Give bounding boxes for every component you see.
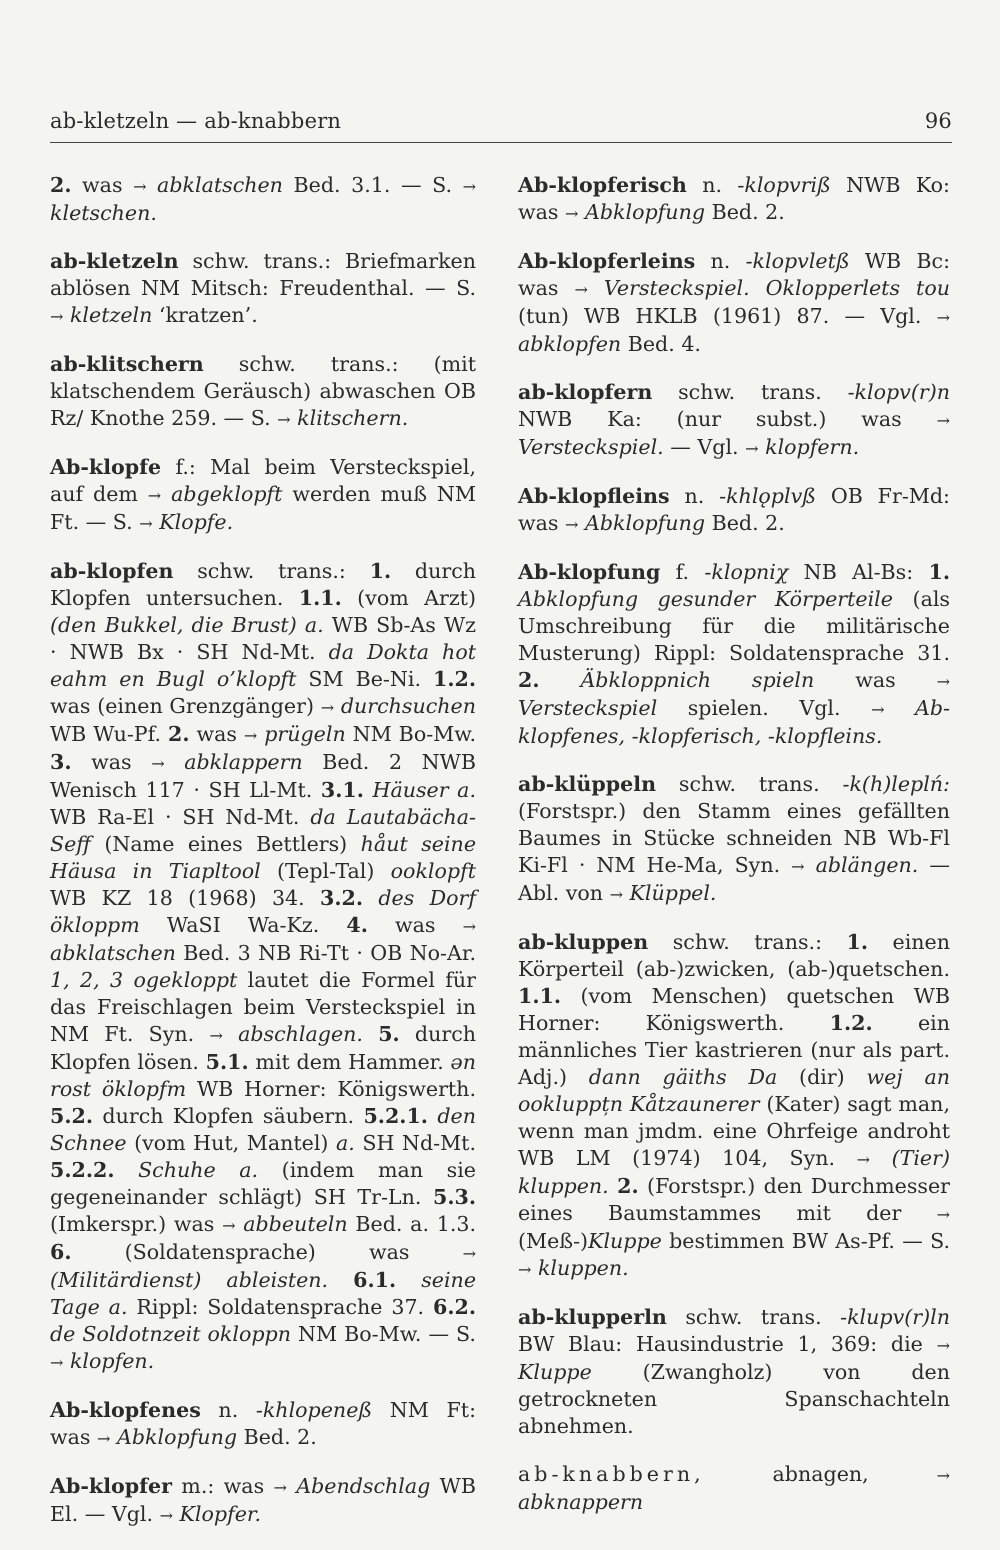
entry-run: (Tepl-Tal) (260, 859, 391, 883)
italic-run: Klopfe. (152, 510, 234, 534)
sense-number: 1. (369, 559, 392, 583)
cross-reference-arrow: → (97, 1429, 111, 1448)
entry-run (363, 886, 378, 910)
italic-run: (Tier) kluppen. (518, 1146, 950, 1198)
italic-run: abschlagen. (222, 1022, 363, 1046)
italic-run: -khlǫplvß (719, 484, 816, 508)
entry-run: n. (200, 1398, 256, 1422)
page-number: 96 (924, 109, 952, 133)
italic-run: wej an ookluppțn Kåtzaunerer (518, 1065, 950, 1116)
entry-run: schw. trans. (652, 380, 848, 404)
sense-number: 1. (846, 930, 869, 954)
entry-run: (als Umschreibung für die militärische Musterung) Rippl: Soldatensprache 31. (518, 587, 951, 665)
sense-number: 1.1. (298, 586, 342, 610)
cross-reference-arrow: → (462, 177, 476, 196)
italic-run: abbeuteln (235, 1212, 348, 1236)
entry-headword: Ab-klopfe (50, 455, 162, 479)
cross-reference-arrow: → (273, 1478, 287, 1497)
cross-reference-arrow: → (936, 411, 950, 430)
entry-run: Bed. 2. (705, 200, 785, 224)
entry-headword: ab-klupperln (518, 1305, 667, 1329)
italic-run: -k(h)leplń: (842, 772, 950, 796)
italic-run: -khlopeneß (255, 1398, 373, 1422)
running-header (50, 106, 952, 143)
entry-text (518, 483, 950, 538)
entry-run: (dir) (777, 1065, 867, 1089)
cross-reference-arrow: → (745, 439, 759, 458)
italic-run: Versteckspiel (518, 696, 658, 720)
sense-number: 5.2.1. (363, 1104, 428, 1128)
italic-run: Abklopfung (110, 1425, 238, 1449)
entry-run: (Meß-) (518, 1229, 589, 1253)
entry-run: WB Ra-El · SH Nd-Mt. (50, 805, 311, 829)
dictionary-entry (518, 483, 950, 538)
italic-run: klopfern. (758, 435, 860, 459)
italic-run: Klopfer. (173, 1502, 262, 1526)
entry-run (115, 1158, 139, 1182)
entry-run: NM Ft: was (50, 1398, 477, 1449)
cross-reference-arrow: → (791, 857, 805, 876)
italic-run: Versteckspiel. Oklopperlets tou (587, 276, 950, 300)
entry-text (50, 1473, 476, 1529)
sense-number: 3.2. (320, 886, 364, 910)
entry-run: — Abl. von (518, 853, 950, 905)
italic-run: Abklopfung gesunder Körperteile (518, 587, 893, 611)
italic-run: 1, 2, 3 ogekloppt (50, 968, 238, 992)
sense-number: 5.2.2. (50, 1158, 115, 1182)
cross-reference-arrow: → (50, 1353, 64, 1372)
entry-headword: Ab-klopfung (518, 560, 661, 584)
entry-run: m.: was (171, 1474, 274, 1498)
cross-reference-arrow: → (936, 308, 950, 327)
left-column (50, 172, 476, 1550)
entry-run: werden muß NM Ft. — S. (50, 482, 476, 534)
sense-number: 3. (50, 750, 72, 774)
entry-run: (indem man sie gegeneinander schlägt) SH Tr-Ln. (50, 1158, 476, 1209)
entry-run (428, 1104, 437, 1128)
entry-run: mit dem Hammer. (248, 1050, 451, 1074)
sense-number: 5. (378, 1022, 400, 1046)
italic-run: ooklopft (390, 859, 476, 883)
italic-run: Abendschlag (286, 1474, 431, 1498)
italic-run: kletzeln (63, 303, 153, 327)
italic-run: Äbkloppnich spieln (580, 668, 815, 692)
entry-run: abnagen, (704, 1462, 937, 1486)
italic-run: kletschen. (50, 201, 157, 225)
italic-run: des Dorf ökloppm (50, 886, 476, 937)
sense-number: 6.2. (433, 1295, 476, 1319)
entry-run: n. (686, 173, 738, 197)
entry-run (609, 1174, 617, 1198)
sense-number: 5.2. (50, 1104, 93, 1128)
entry-run: f.: Mal beim Versteckspiel, auf dem (50, 455, 476, 506)
cross-reference-arrow: → (159, 1506, 173, 1525)
entry-run: NB Al-Bs: (788, 560, 929, 584)
cross-reference-arrow: → (462, 917, 476, 936)
cross-reference-arrow: → (936, 1466, 950, 1485)
entry-headword: Ab-klopfer (50, 1474, 172, 1498)
dictionary-entry (50, 1397, 476, 1452)
entry-run: (vom Arzt) (341, 586, 476, 610)
entry-run: durch Klopfen lösen. (50, 1022, 476, 1074)
italic-run: prügeln (257, 722, 346, 746)
entry-text (50, 1397, 476, 1452)
cross-reference-arrow: → (565, 515, 579, 534)
italic-run: Abklopfung (578, 200, 706, 224)
entry-run (540, 668, 581, 692)
sense-number: 6.1. (353, 1268, 397, 1292)
entry-run: (Zwangholz) von den getrockneten Spanschachteln abnehmen. (518, 1360, 950, 1438)
entry-run: lautet die Formel für das Freischlagen beim Versteckspiel in NM Ft. Syn. (50, 968, 476, 1046)
cross-reference-arrow: → (565, 204, 579, 223)
entry-run: was (71, 750, 152, 774)
entry-run: NM Bo-Mw. — S. (291, 1322, 476, 1346)
entry-run: WB Wu-Pf. (50, 722, 169, 746)
italic-run: klopfen. (63, 1349, 155, 1373)
italic-run: klitschern. (290, 406, 409, 430)
entry-run: durch Klopfen untersuchen. (50, 559, 476, 610)
entry-run: was (814, 668, 937, 692)
italic-run: da Dokta hot eahm en Bugl o’klopft (50, 640, 476, 691)
entry-run: SM Be-Ni. (296, 667, 433, 691)
entry-run: schw. trans.: (648, 930, 847, 954)
italic-run: ablängen. (804, 853, 919, 877)
entry-headword: ab-klitschern (50, 352, 204, 376)
entry-headword-spaced: ab-knabbern, (518, 1462, 705, 1486)
dictionary-entry (50, 558, 476, 1376)
italic-run: seine Tage a. (50, 1268, 477, 1319)
sense-number: 3.1. (320, 778, 364, 802)
italic-run: Kluppe (518, 1360, 592, 1384)
entry-run: Bed. 2. (705, 511, 785, 535)
entry-text (50, 454, 476, 537)
sense-number: 2. (518, 668, 540, 692)
entry-text (518, 1461, 950, 1516)
cross-reference-arrow: → (209, 1026, 223, 1045)
dictionary-entry (518, 929, 950, 1283)
entry-run: einen Körperteil (ab-)zwicken, (ab-)quetschen. (518, 930, 950, 981)
running-head-title: ab-kletzeln — ab-knabbern (50, 109, 342, 133)
cross-reference-arrow: → (277, 410, 291, 429)
entry-headword: ab-kletzeln (50, 249, 179, 273)
italic-run: de Soldotnzeit okloppn (50, 1322, 291, 1346)
entry-headword: Ab-klopfenes (50, 1398, 201, 1422)
entry-run: (vom Menschen) quetschen WB Horner: Königswerth. (518, 984, 950, 1035)
entry-headword: ab-kluppen (518, 930, 649, 954)
entry-run: (Forstspr.) den Durchmesser eines Baumstammes mit der (518, 1174, 950, 1225)
italic-run: Kluppe (588, 1229, 662, 1253)
italic-run: den Schnee (50, 1104, 477, 1155)
entry-run: was (einen Grenzgänger) (50, 694, 321, 718)
italic-run: (den Bukkel, die Brust) a. (50, 613, 324, 637)
entry-run: OB Fr-Md: was (518, 484, 950, 535)
dictionary-entry (50, 172, 476, 227)
entry-run: NWB Ko: was (518, 173, 950, 224)
entry-text (518, 1304, 950, 1440)
italic-run: Klüppel. (622, 881, 717, 905)
entry-text (518, 379, 950, 462)
italic-run: abklatschen (50, 941, 176, 965)
entry-run (363, 1022, 378, 1046)
sense-number: 1.2. (433, 667, 476, 691)
cross-reference-arrow: → (139, 514, 153, 533)
italic-run: Häuser a. (372, 778, 476, 802)
sense-number: 1. (928, 560, 950, 584)
entry-run: ‘kratzen’. (152, 303, 258, 327)
italic-run: håut seine Häusa in Tiapltool (50, 832, 477, 883)
cross-reference-arrow: → (936, 1336, 950, 1355)
entry-text (518, 771, 950, 908)
entry-run: — Vgl. (663, 435, 746, 459)
italic-run: abklopfen (518, 332, 622, 356)
entry-text (50, 248, 476, 330)
entry-headword: Ab-klopferisch (518, 173, 687, 197)
entry-run: Bed. 3.1. — S. (282, 173, 463, 197)
dictionary-entry (50, 351, 476, 433)
entry-run: ein männliches Tier kastrieren (nur als part. Adj.) (518, 1011, 950, 1089)
cross-reference-arrow: → (609, 885, 623, 904)
sense-number: 5.3. (433, 1185, 476, 1209)
italic-run: -klopvletß (745, 249, 850, 273)
entry-run: WaSI Wa-Kz. (139, 913, 347, 937)
entry-run: f. (660, 560, 705, 584)
entry-run: n. (669, 484, 720, 508)
entry-run: BW Blau: Hausindustrie 1, 369: die (518, 1332, 937, 1356)
entry-run: (tun) WB HKLB (1961) 87. — Vgl. (518, 304, 937, 328)
sense-number: 1.1. (518, 984, 561, 1008)
entry-run: Bed. 4. (621, 332, 701, 356)
sense-number: 5.1. (205, 1050, 249, 1074)
entry-run: schw. trans.: (mit klatschendem Geräusch) abwaschen OB Rz/ Knothe 259. — S. (50, 352, 476, 430)
italic-run: -klopvriß (737, 173, 831, 197)
italic-run: abknappern (518, 1490, 644, 1514)
dictionary-entry (518, 771, 950, 908)
cross-reference-arrow: → (133, 177, 147, 196)
entry-run: was (71, 173, 134, 197)
sense-number: 2. (50, 173, 72, 197)
cross-reference-arrow: → (518, 1260, 532, 1279)
entry-run: schw. trans. (656, 772, 843, 796)
entry-run: schw. trans.: (173, 559, 370, 583)
cross-reference-arrow: → (147, 486, 162, 505)
italic-run: abgeklopft (161, 482, 283, 506)
entry-run: Bed. 3 NB Ri-Tt · OB No-Ar. (175, 941, 476, 965)
cross-reference-arrow: → (222, 1216, 236, 1235)
italic-run: -klopv(r)n (847, 380, 950, 404)
entry-run: (Imkerspr.) was (50, 1212, 223, 1236)
sense-number: 1.2. (829, 1011, 873, 1035)
entry-run: (Name eines Bettlers) (90, 832, 361, 856)
entry-run: n. (695, 249, 746, 273)
entry-run: durch Klopfen säubern. (93, 1104, 364, 1128)
entry-run: NM Bo-Mw. (345, 722, 476, 746)
italic-run: Abklopfung (578, 511, 706, 535)
dictionary-entry (518, 559, 950, 750)
entry-run: WB Horner: Königswerth. (186, 1077, 476, 1101)
dictionary-entry (50, 248, 476, 330)
italic-run: Ab-klopfenes, -klopferisch, -klopfleins. (518, 696, 951, 748)
entry-run: was (367, 913, 463, 937)
entry-headword: ab-klopfen (50, 559, 174, 583)
entry-text (50, 351, 476, 433)
italic-run: (Militärdienst) ableisten. (50, 1268, 329, 1292)
sense-number: 2. (168, 722, 190, 746)
italic-run: Schuhe a. (138, 1158, 259, 1182)
cross-reference-arrow: → (856, 1150, 871, 1169)
right-column (518, 172, 950, 1537)
dictionary-entry (518, 379, 950, 462)
entry-run: WB Bc: was (518, 249, 951, 300)
italic-run: da Lautabächa-Seff (50, 805, 476, 856)
entry-run: Bed. a. 1.3. (347, 1212, 477, 1236)
entry-run: spielen. Vgl. (657, 696, 872, 720)
dictionary-entry (518, 172, 950, 227)
cross-reference-arrow: → (936, 672, 951, 691)
entry-headword: Ab-klopfleins (518, 484, 670, 508)
cross-reference-arrow: → (462, 1244, 476, 1263)
cross-reference-arrow: → (151, 754, 165, 773)
italic-run: -klopniχ (704, 560, 789, 584)
sense-number: 2. (617, 1174, 639, 1198)
entry-run: (Kater) sagt man, wenn man jmdm. eine Ohrfeige androht WB LM (1974) 104, Syn. (518, 1092, 950, 1170)
entry-run: (Soldatensprache) was (71, 1240, 463, 1264)
entry-run: WB El. — Vgl. (50, 1474, 476, 1526)
entry-headword: ab-klüppeln (518, 772, 657, 796)
italic-run: -klupv(r)ln (840, 1305, 950, 1329)
entry-text (50, 172, 476, 227)
entry-run: (Forstspr.) den Stamm eines gefällten Baumes in Stücke schneiden NB Wb-Fl Ki-Fl · NM He-Ma, Syn. (518, 799, 950, 877)
entry-run: was (189, 722, 244, 746)
sense-number: 6. (50, 1240, 72, 1264)
entry-text (518, 172, 950, 227)
sense-number: 4. (346, 913, 368, 937)
entry-run: WB KZ 18 (1968) 34. (50, 886, 321, 910)
cross-reference-arrow: → (320, 698, 335, 717)
cross-reference-arrow: → (243, 726, 258, 745)
entry-run: bestimmen BW As-Pf. — S. (661, 1229, 950, 1253)
entry-run: Bed. 2. (237, 1425, 317, 1449)
entry-run (328, 1268, 353, 1292)
entry-run: (vom Hut, Mantel) (126, 1131, 336, 1155)
entry-run: Rippl: Soldatensprache 37. (127, 1295, 433, 1319)
italic-run: abklappern (164, 750, 303, 774)
cross-reference-arrow: → (936, 1205, 950, 1224)
entry-text (518, 559, 950, 750)
entry-run: SH Nd-Mt. (354, 1131, 476, 1155)
entry-headword: Ab-klopferleins (518, 249, 696, 273)
entry-run: NWB Ka: (nur subst.) was (518, 407, 937, 431)
entry-headword: ab-klopfern (518, 380, 653, 404)
cross-reference-arrow: → (871, 700, 885, 719)
entry-text (518, 929, 950, 1283)
dictionary-entry (518, 248, 950, 358)
dictionary-entry (50, 454, 476, 537)
cross-reference-arrow: → (574, 280, 588, 299)
entry-run: schw. trans. (666, 1305, 841, 1329)
entry-run: schw. trans.: Briefmarken ablösen NM Mitsch: Freudenthal. — S. (50, 249, 476, 300)
italic-run: dann gäiths Da (588, 1065, 778, 1089)
dictionary-entry (50, 1473, 476, 1529)
italic-run: Versteckspiel. (518, 435, 664, 459)
italic-run: abklatschen (146, 173, 283, 197)
entry-text (50, 558, 476, 1376)
entry-text (518, 248, 950, 358)
cross-reference-arrow: → (50, 307, 64, 326)
italic-run: a. (335, 1131, 355, 1155)
entry-run (396, 1268, 421, 1292)
entry-run: Bed. 2 NWB Wenisch 117 · SH Ll-Mt. (50, 750, 476, 802)
entry-run: WB Sb-As Wz · NWB Bx · SH Nd-Mt. (50, 613, 476, 664)
dictionary-entry (518, 1304, 950, 1440)
italic-run: durchsuchen (334, 694, 477, 718)
dictionary-entry (518, 1461, 950, 1516)
italic-run: kluppen. (531, 1256, 629, 1280)
italic-run: ən rost öklopfm (50, 1050, 476, 1101)
